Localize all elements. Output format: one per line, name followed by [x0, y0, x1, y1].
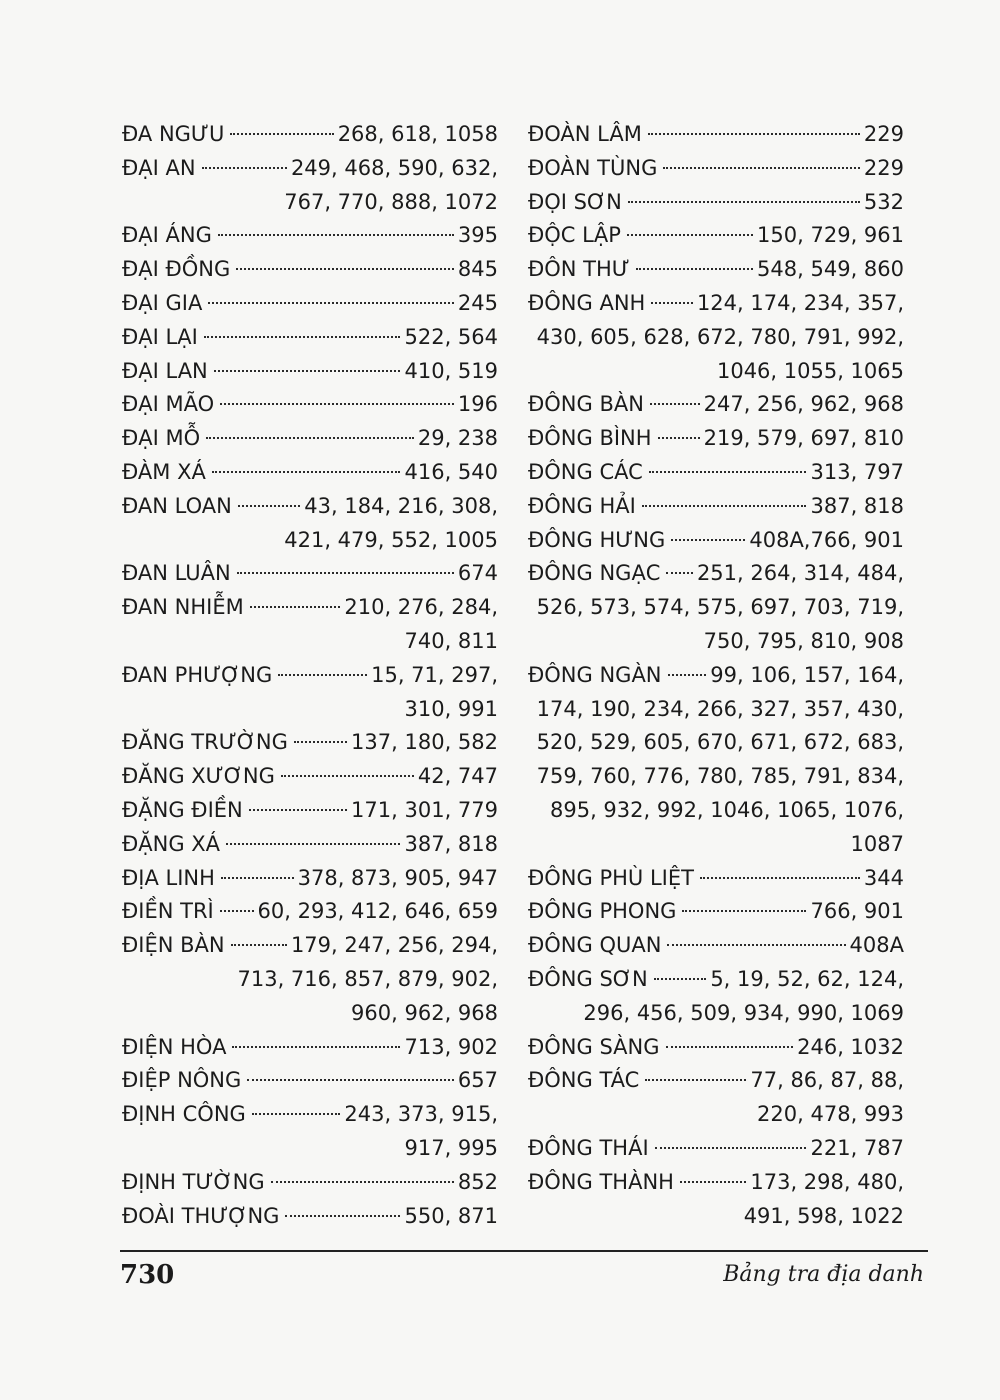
leader-dots [682, 910, 806, 912]
leader-dots [237, 572, 454, 574]
leader-dots [220, 910, 254, 912]
index-term: ĐAN LUÂN [122, 561, 231, 586]
index-column-left [122, 118, 498, 1233]
index-entry [528, 524, 904, 558]
index-entry [528, 862, 904, 896]
leader-dots [238, 505, 300, 507]
index-term: ĐĂNG TRƯỜNG [122, 730, 288, 755]
page-refs-continued: 713, 716, 857, 879, 902, [237, 966, 498, 991]
index-term: ĐÔNG CÁC [528, 459, 643, 484]
page-refs: 387, 818 [404, 831, 498, 856]
index-term: ĐOÀN TÙNG [528, 155, 658, 180]
index-entry-line [122, 253, 498, 287]
index-entry [528, 659, 904, 862]
index-entry-line [528, 422, 904, 456]
index-entry-line [528, 253, 904, 287]
leader-dots [202, 167, 287, 169]
index-entry-line [528, 490, 904, 524]
page-refs: 15, 71, 297, [371, 662, 498, 687]
index-entry [122, 152, 498, 220]
index-entry-line [528, 895, 904, 929]
leader-dots [218, 234, 454, 236]
page-refs: 249, 468, 590, 632, [290, 155, 498, 180]
index-entry [122, 828, 498, 862]
page-refs: 408A,766, 901 [749, 527, 904, 552]
index-term: ĐIỆP NÔNG [122, 1068, 242, 1093]
index-term: ĐÔNG QUAN [528, 933, 662, 958]
page-refs: 5, 19, 52, 62, 124, [710, 966, 904, 991]
page-refs: 245 [457, 290, 498, 315]
index-term: ĐÔNG ANH [528, 290, 646, 315]
leader-dots [658, 437, 700, 439]
page-refs-continued: 174, 190, 234, 266, 327, 357, 430, [536, 696, 904, 721]
index-entry-line [122, 659, 498, 693]
page-refs: 410, 519 [404, 358, 498, 383]
page-refs: 246, 1032 [797, 1034, 904, 1059]
page-refs: 173, 298, 480, [750, 1169, 904, 1194]
index-term: ĐÔNG SƠN [528, 966, 648, 991]
page-refs: 532 [863, 189, 904, 214]
page-refs-continued: 421, 479, 552, 1005 [284, 527, 498, 552]
index-entry [122, 659, 498, 727]
index-entry [122, 219, 498, 253]
index-entry-line [122, 388, 498, 422]
index-term: ĐÔNG BÌNH [528, 426, 652, 451]
index-term: ĐOÀN LÂM [528, 122, 642, 146]
page-refs-continued: 491, 598, 1022 [743, 1203, 904, 1228]
index-entry [122, 490, 498, 558]
page-refs: 387, 818 [810, 493, 904, 518]
index-term: ĐAN PHƯỢNG [122, 662, 273, 687]
index-term: ĐAN NHIỄM [122, 595, 244, 620]
index-entry-line [122, 456, 498, 490]
page-refs: 657 [457, 1068, 498, 1093]
index-entry-line [528, 456, 904, 490]
leader-dots [278, 674, 367, 676]
page-refs-continued: 220, 478, 993 [757, 1102, 904, 1127]
page-refs-continued: 960, 962, 968 [351, 1000, 498, 1025]
leader-dots [628, 201, 860, 203]
page-refs: 179, 247, 256, 294, [290, 933, 498, 958]
page-refs: 243, 373, 915, [344, 1102, 498, 1127]
index-term: ĐẠI GIA [122, 290, 203, 315]
index-entry [528, 490, 904, 524]
index-entry-line [122, 591, 498, 625]
leader-dots [281, 775, 414, 777]
index-term: ĐÔNG NGẠC [528, 561, 661, 586]
leader-dots [654, 978, 707, 980]
index-entry-line [122, 1098, 498, 1132]
index-entry-line [122, 321, 498, 355]
index-term: ĐẠI ĐỒNG [122, 257, 231, 282]
leader-dots [221, 877, 294, 879]
page-refs-continued: 296, 456, 509, 934, 990, 1069 [583, 1000, 904, 1025]
page-refs: 713, 902 [404, 1034, 498, 1059]
leader-dots [666, 1046, 794, 1048]
index-entry [528, 152, 904, 186]
page-refs: 137, 180, 582 [351, 730, 498, 755]
leader-dots [206, 437, 414, 439]
index-column-right [528, 118, 904, 1233]
index-entry [122, 1098, 498, 1166]
index-term: ĐỌI SƠN [528, 189, 622, 214]
page-refs-continued: 310, 991 [404, 696, 498, 721]
page-refs-continued: 895, 932, 992, 1046, 1065, 1076, [549, 797, 904, 822]
index-entry-line [122, 828, 498, 862]
index-term: ĐẠI AN [122, 155, 196, 180]
index-entry-line [122, 490, 498, 524]
index-term: ĐỊA LINH [122, 865, 215, 890]
index-entry [528, 118, 904, 152]
index-term: ĐIỀN TRÌ [122, 899, 214, 924]
index-entry [122, 253, 498, 287]
index-entry-line [122, 1031, 498, 1065]
page-refs: 42, 747 [417, 764, 498, 789]
index-entry [122, 726, 498, 760]
page-refs: 219, 579, 697, 810 [703, 426, 904, 451]
page-refs: 548, 549, 860 [757, 257, 904, 282]
index-entry-line [528, 1031, 904, 1065]
page-number: 730 [120, 1260, 175, 1290]
page-refs-continued: 1046, 1055, 1065 [716, 358, 904, 383]
page-refs: 408A [849, 933, 904, 958]
page-refs-continued: 740, 811 [404, 628, 498, 653]
index-term: ĐỊNH TƯỜNG [122, 1169, 265, 1194]
index-entry [528, 895, 904, 929]
page-refs-continued: 917, 995 [404, 1135, 498, 1160]
page-refs: 674 [457, 561, 498, 586]
leader-dots [700, 877, 860, 879]
leader-dots [232, 1046, 400, 1048]
index-entry [122, 794, 498, 828]
index-entry [528, 963, 904, 1031]
leader-dots [250, 606, 341, 608]
index-entry [122, 591, 498, 659]
index-entry [528, 186, 904, 220]
index-term: ĐÔNG TÁC [528, 1068, 640, 1093]
index-entry-line [122, 862, 498, 896]
leader-dots [271, 1181, 454, 1183]
index-entry [122, 557, 498, 591]
page-refs: 77, 86, 87, 88, [750, 1068, 904, 1093]
index-term: ĐA NGƯU [122, 122, 225, 146]
page-refs: 221, 787 [810, 1135, 904, 1160]
leader-dots [636, 268, 753, 270]
leader-dots [642, 505, 807, 507]
index-entry-line [122, 422, 498, 456]
index-term: ĐIỆN HÒA [122, 1034, 227, 1059]
index-entry [528, 456, 904, 490]
index-entry [528, 388, 904, 422]
index-entry [528, 1166, 904, 1234]
page-refs-continued: 759, 760, 776, 780, 785, 791, 834, [536, 764, 904, 789]
leader-dots [667, 944, 845, 946]
leader-dots [231, 944, 287, 946]
index-entry-line [122, 152, 498, 186]
index-term: ĐIỆN BÀN [122, 933, 225, 958]
page-refs-continued: 1087 [850, 831, 904, 856]
leader-dots [220, 403, 454, 405]
page-refs: 60, 293, 412, 646, 659 [257, 899, 498, 924]
index-term: ĐÔNG PHONG [528, 899, 677, 924]
leader-dots [294, 741, 347, 743]
page-refs: 852 [457, 1169, 498, 1194]
page-refs-continued: 767, 770, 888, 1072 [284, 189, 498, 214]
index-term: ĐÔN THƯ [528, 257, 630, 282]
index-entry-line [528, 287, 904, 321]
index-term: ĐỊNH CÔNG [122, 1102, 246, 1127]
page-refs: 229 [863, 155, 904, 180]
page-refs: 171, 301, 779 [351, 797, 498, 822]
page-refs: 550, 871 [404, 1203, 498, 1228]
index-entry-line [122, 118, 498, 152]
index-entry-line [122, 895, 498, 929]
leader-dots [249, 809, 347, 811]
index-entry [122, 862, 498, 896]
page-refs: 522, 564 [404, 324, 498, 349]
page-refs: 196 [457, 392, 498, 417]
index-entry-line [528, 1132, 904, 1166]
index-term: ĐẠI MỖ [122, 426, 201, 451]
index-entry [122, 1031, 498, 1065]
leader-dots [252, 1113, 341, 1115]
page-refs: 29, 238 [417, 426, 498, 451]
index-entry [528, 287, 904, 388]
index-entry [122, 287, 498, 321]
index-term: ĐAN LOAN [122, 493, 232, 518]
page-refs: 247, 256, 962, 968 [703, 392, 904, 417]
page-refs: 845 [457, 257, 498, 282]
index-entry-line [528, 1064, 904, 1098]
page-refs: 766, 901 [810, 899, 904, 924]
index-term: ĐẶNG ĐIỀN [122, 797, 243, 822]
page-refs-continued: 430, 605, 628, 672, 780, 791, 992, [536, 324, 904, 349]
index-term: ĐẠI MÃO [122, 392, 215, 417]
index-term: ĐĂNG XƯƠNG [122, 764, 275, 789]
leader-dots [247, 1079, 454, 1081]
index-term: ĐẠI LẠI [122, 324, 198, 349]
index-entry-line [528, 929, 904, 963]
page-refs: 395 [457, 223, 498, 248]
index-entry [122, 388, 498, 422]
index-term: ĐÔNG THÀNH [528, 1169, 674, 1194]
index-term: ĐÔNG BÀN [528, 392, 644, 417]
index-entry [122, 1166, 498, 1200]
index-entry-line [528, 186, 904, 220]
footer-rule [120, 1250, 928, 1252]
index-entry [528, 1132, 904, 1166]
index-term: ĐÔNG SÀNG [528, 1034, 660, 1059]
index-entry-line [528, 524, 904, 558]
index-entry [122, 456, 498, 490]
leader-dots [668, 674, 707, 676]
index-entry [528, 253, 904, 287]
leader-dots [212, 471, 401, 473]
leader-dots [680, 1181, 746, 1183]
index-entry [122, 1200, 498, 1234]
index-entry-line [528, 1166, 904, 1200]
index-term: ĐÔNG HƯNG [528, 527, 666, 552]
index-entry-line [122, 929, 498, 963]
index-entry [122, 1064, 498, 1098]
index-entry [528, 557, 904, 658]
index-entry-line [122, 794, 498, 828]
leader-dots [226, 843, 400, 845]
index-entry [122, 760, 498, 794]
index-entry [122, 118, 498, 152]
page-refs: 268, 618, 1058 [337, 122, 498, 146]
index-entry-line [528, 152, 904, 186]
index-term: ĐÔNG NGÀN [528, 662, 662, 687]
index-entry-line [528, 862, 904, 896]
page-refs: 210, 276, 284, [344, 595, 498, 620]
page-refs: 43, 184, 216, 308, [304, 493, 498, 518]
index-entry-line [122, 1064, 498, 1098]
leader-dots [645, 1079, 746, 1081]
leader-dots [649, 471, 807, 473]
index-entry-line [122, 760, 498, 794]
index-entry-line [528, 118, 904, 152]
leader-dots [671, 539, 745, 541]
index-term: ĐỘC LẬP [528, 223, 621, 248]
index-entry [528, 219, 904, 253]
index-term: ĐOÀI THƯỢNG [122, 1203, 280, 1228]
page-refs-continued: 520, 529, 605, 670, 671, 672, 683, [536, 730, 904, 755]
leader-dots [627, 234, 753, 236]
page-refs: 251, 264, 314, 484, [696, 561, 904, 586]
leader-dots [204, 336, 401, 338]
page-refs: 344 [863, 865, 904, 890]
index-entry-line [122, 287, 498, 321]
leader-dots [663, 167, 860, 169]
page-refs: 229 [863, 122, 904, 146]
index-entry [528, 1031, 904, 1065]
page-refs: 378, 873, 905, 947 [297, 865, 498, 890]
index-entry-line [528, 963, 904, 997]
leader-dots [648, 133, 860, 135]
index-term: ĐẠI LAN [122, 358, 208, 383]
leader-dots [650, 403, 700, 405]
running-head: Bảng tra địa danh [723, 1262, 924, 1287]
page-refs: 124, 174, 234, 357, [696, 290, 904, 315]
index-entry-line [528, 388, 904, 422]
index-term: ĐẠI ÁNG [122, 223, 212, 248]
index-entry-line [122, 1200, 498, 1234]
leader-dots [285, 1215, 400, 1217]
index-entry-line [528, 219, 904, 253]
index-entry [528, 1064, 904, 1132]
leader-dots [230, 133, 333, 135]
index-entry-line [122, 726, 498, 760]
page-refs: 99, 106, 157, 164, [710, 662, 904, 687]
index-entry-line [528, 557, 904, 591]
leader-dots [214, 370, 401, 372]
index-entry-line [122, 355, 498, 389]
index-term: ĐÔNG THÁI [528, 1135, 649, 1160]
index-term: ĐÔNG PHÙ LIỆT [528, 865, 694, 890]
page-refs-continued: 526, 573, 574, 575, 697, 703, 719, [536, 595, 904, 620]
index-entry [122, 895, 498, 929]
page-refs: 416, 540 [404, 459, 498, 484]
index-entry [122, 422, 498, 456]
index-entry [122, 929, 498, 1030]
index-entry [528, 929, 904, 963]
index-entry-line [528, 659, 904, 693]
page-refs-continued: 750, 795, 810, 908 [703, 628, 904, 653]
index-entry-line [122, 557, 498, 591]
index-entry-line [122, 1166, 498, 1200]
page-refs: 150, 729, 961 [757, 223, 904, 248]
index-term: ĐÔNG HẢI [528, 493, 636, 518]
leader-dots [208, 302, 454, 304]
index-entry [122, 321, 498, 355]
leader-dots [655, 1147, 807, 1149]
leader-dots [236, 268, 454, 270]
index-entry [122, 355, 498, 389]
index-entry-line [122, 219, 498, 253]
index-entry [528, 422, 904, 456]
index-term: ĐẶNG XÁ [122, 831, 221, 856]
index-term: ĐÀM XÁ [122, 459, 206, 484]
leader-dots [651, 302, 693, 304]
leader-dots [666, 572, 692, 574]
page-refs: 313, 797 [810, 459, 904, 484]
